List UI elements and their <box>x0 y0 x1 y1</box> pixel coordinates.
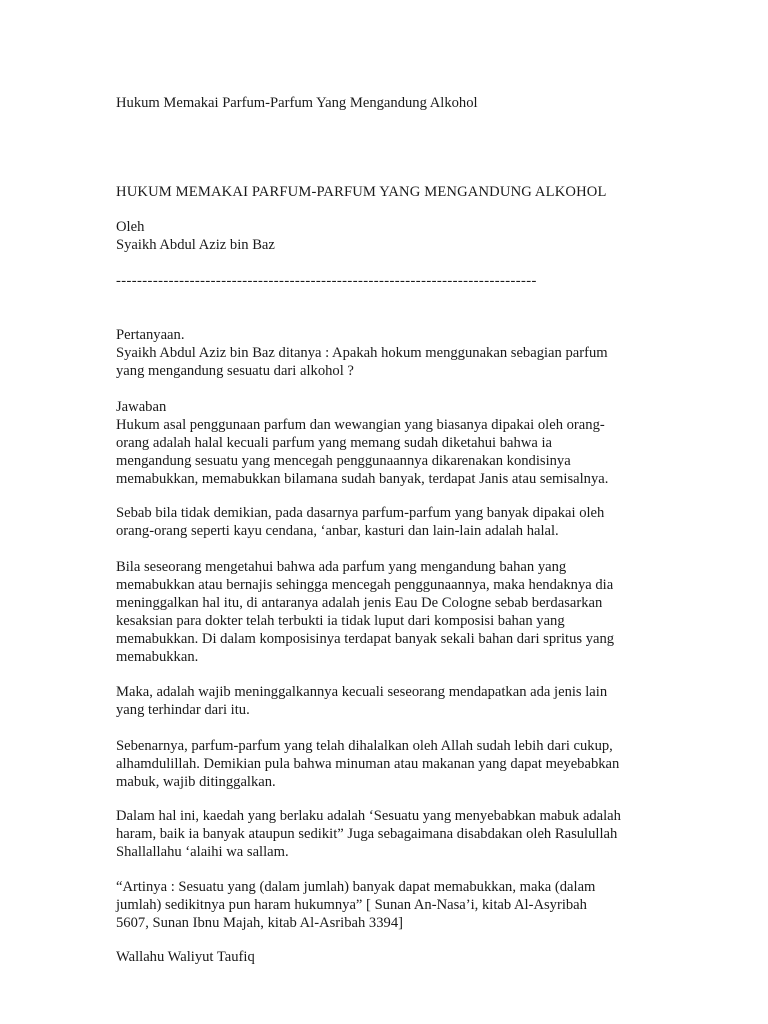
divider-line: -------------------------------------------------------------------------------- <box>116 273 537 289</box>
paragraph <box>116 807 676 861</box>
answer-label: Jawaban <box>116 399 167 415</box>
paragraph-line: orang-orang seperti kayu cendana, ‘anbar, kasturi dan lain-lain adalah halal. <box>116 523 559 539</box>
quote-line: “Artinya : Sesuatu yang (dalam jumlah) banyak dapat memabukkan, maka (dalam <box>116 879 596 895</box>
paragraph-line: Sebab bila tidak demikian, pada dasarnya parfum-parfum yang banyak dipakai oleh <box>116 505 605 521</box>
paragraph-line: kesaksian para dokter telah terbukti ia tidak luput dari komposisi bahan yang <box>116 613 565 629</box>
paragraph <box>116 558 676 666</box>
paragraph-line: memabukkan. <box>116 649 199 665</box>
answer-line: orang adalah halal kecuali parfum yang memang sudah diketahui bahwa ia <box>116 435 553 451</box>
paragraph-line: Shallallahu ‘alaihi wa sallam. <box>116 844 289 860</box>
quote-line: jumlah) sedikitnya pun haram hukumnya” [ Sunan An-Nasa’i, kitab Al-Asyribah <box>116 897 587 913</box>
answer-line: Hukum asal penggunaan parfum dan wewangian yang biasanya dipakai oleh orang- <box>116 417 605 433</box>
paragraph-line: Dalam hal ini, kaedah yang berlaku adalah ‘Sesuatu yang menyebabkan mabuk adalah <box>116 808 621 824</box>
author-label: Oleh <box>116 219 145 235</box>
paragraph <box>116 683 676 719</box>
paragraph-line: yang terhindar dari itu. <box>116 702 250 718</box>
paragraph-line: alhamdulillah. Demikian pula bahwa minuman atau makanan yang dapat meyebabkan <box>116 756 620 772</box>
quote-line: 5607, Sunan Ibnu Majah, kitab Al-Asribah 3394] <box>116 915 403 931</box>
paragraph-line: haram, baik ia banyak ataupun sedikit” Juga sebagaimana disabdakan oleh Rasulullah <box>116 826 618 842</box>
paragraph-line: memabukkan. Di dalam komposisinya terdapat banyak sekali bahan dari spritus yang <box>116 631 615 647</box>
paragraph-line: Bila seseorang mengetahui bahwa ada parfum yang mengandung bahan yang <box>116 559 567 575</box>
paragraph-line: meninggalkan hal itu, di antaranya adalah jenis Eau De Cologne sebab berdasarkan <box>116 595 603 611</box>
author-name: Syaikh Abdul Aziz bin Baz <box>116 237 275 253</box>
paragraph-line: memabukkan atau bernajis sehingga mencegah penggunaannya, maka hendaknya dia <box>116 577 614 593</box>
paragraph-line: Sebenarnya, parfum-parfum yang telah dihalalkan oleh Allah sudah lebih dari cukup, <box>116 738 613 754</box>
answer-line: mengandung sesuatu yang mencegah penggunaannya dikarenakan kondisinya <box>116 453 571 469</box>
closing-line: Wallahu Waliyut Taufiq <box>116 949 255 965</box>
paragraph-line: Maka, adalah wajib meninggalkannya kecuali seseorang mendapatkan ada jenis lain <box>116 684 608 700</box>
answer-line: memabukkan, memabukkan bilamana sudah banyak, terdapat Janis atau semisalnya. <box>116 471 609 487</box>
document-title: Hukum Memakai Parfum-Parfum Yang Mengandung Alkohol <box>116 95 478 111</box>
question-block <box>116 326 676 380</box>
answer-block <box>116 398 676 488</box>
article-heading: HUKUM MEMAKAI PARFUM-PARFUM YANG MENGANDUNG ALKOHOL <box>116 184 607 200</box>
paragraph <box>116 504 676 540</box>
paragraph <box>116 737 676 791</box>
question-label: Pertanyaan. <box>116 327 185 343</box>
question-line: yang mengandung sesuatu dari alkohol ? <box>116 363 354 379</box>
hadith-quote <box>116 878 676 932</box>
paragraph-line: mabuk, wajib ditinggalkan. <box>116 774 276 790</box>
question-line: Syaikh Abdul Aziz bin Baz ditanya : Apakah hokum menggunakan sebagian parfum <box>116 345 608 361</box>
